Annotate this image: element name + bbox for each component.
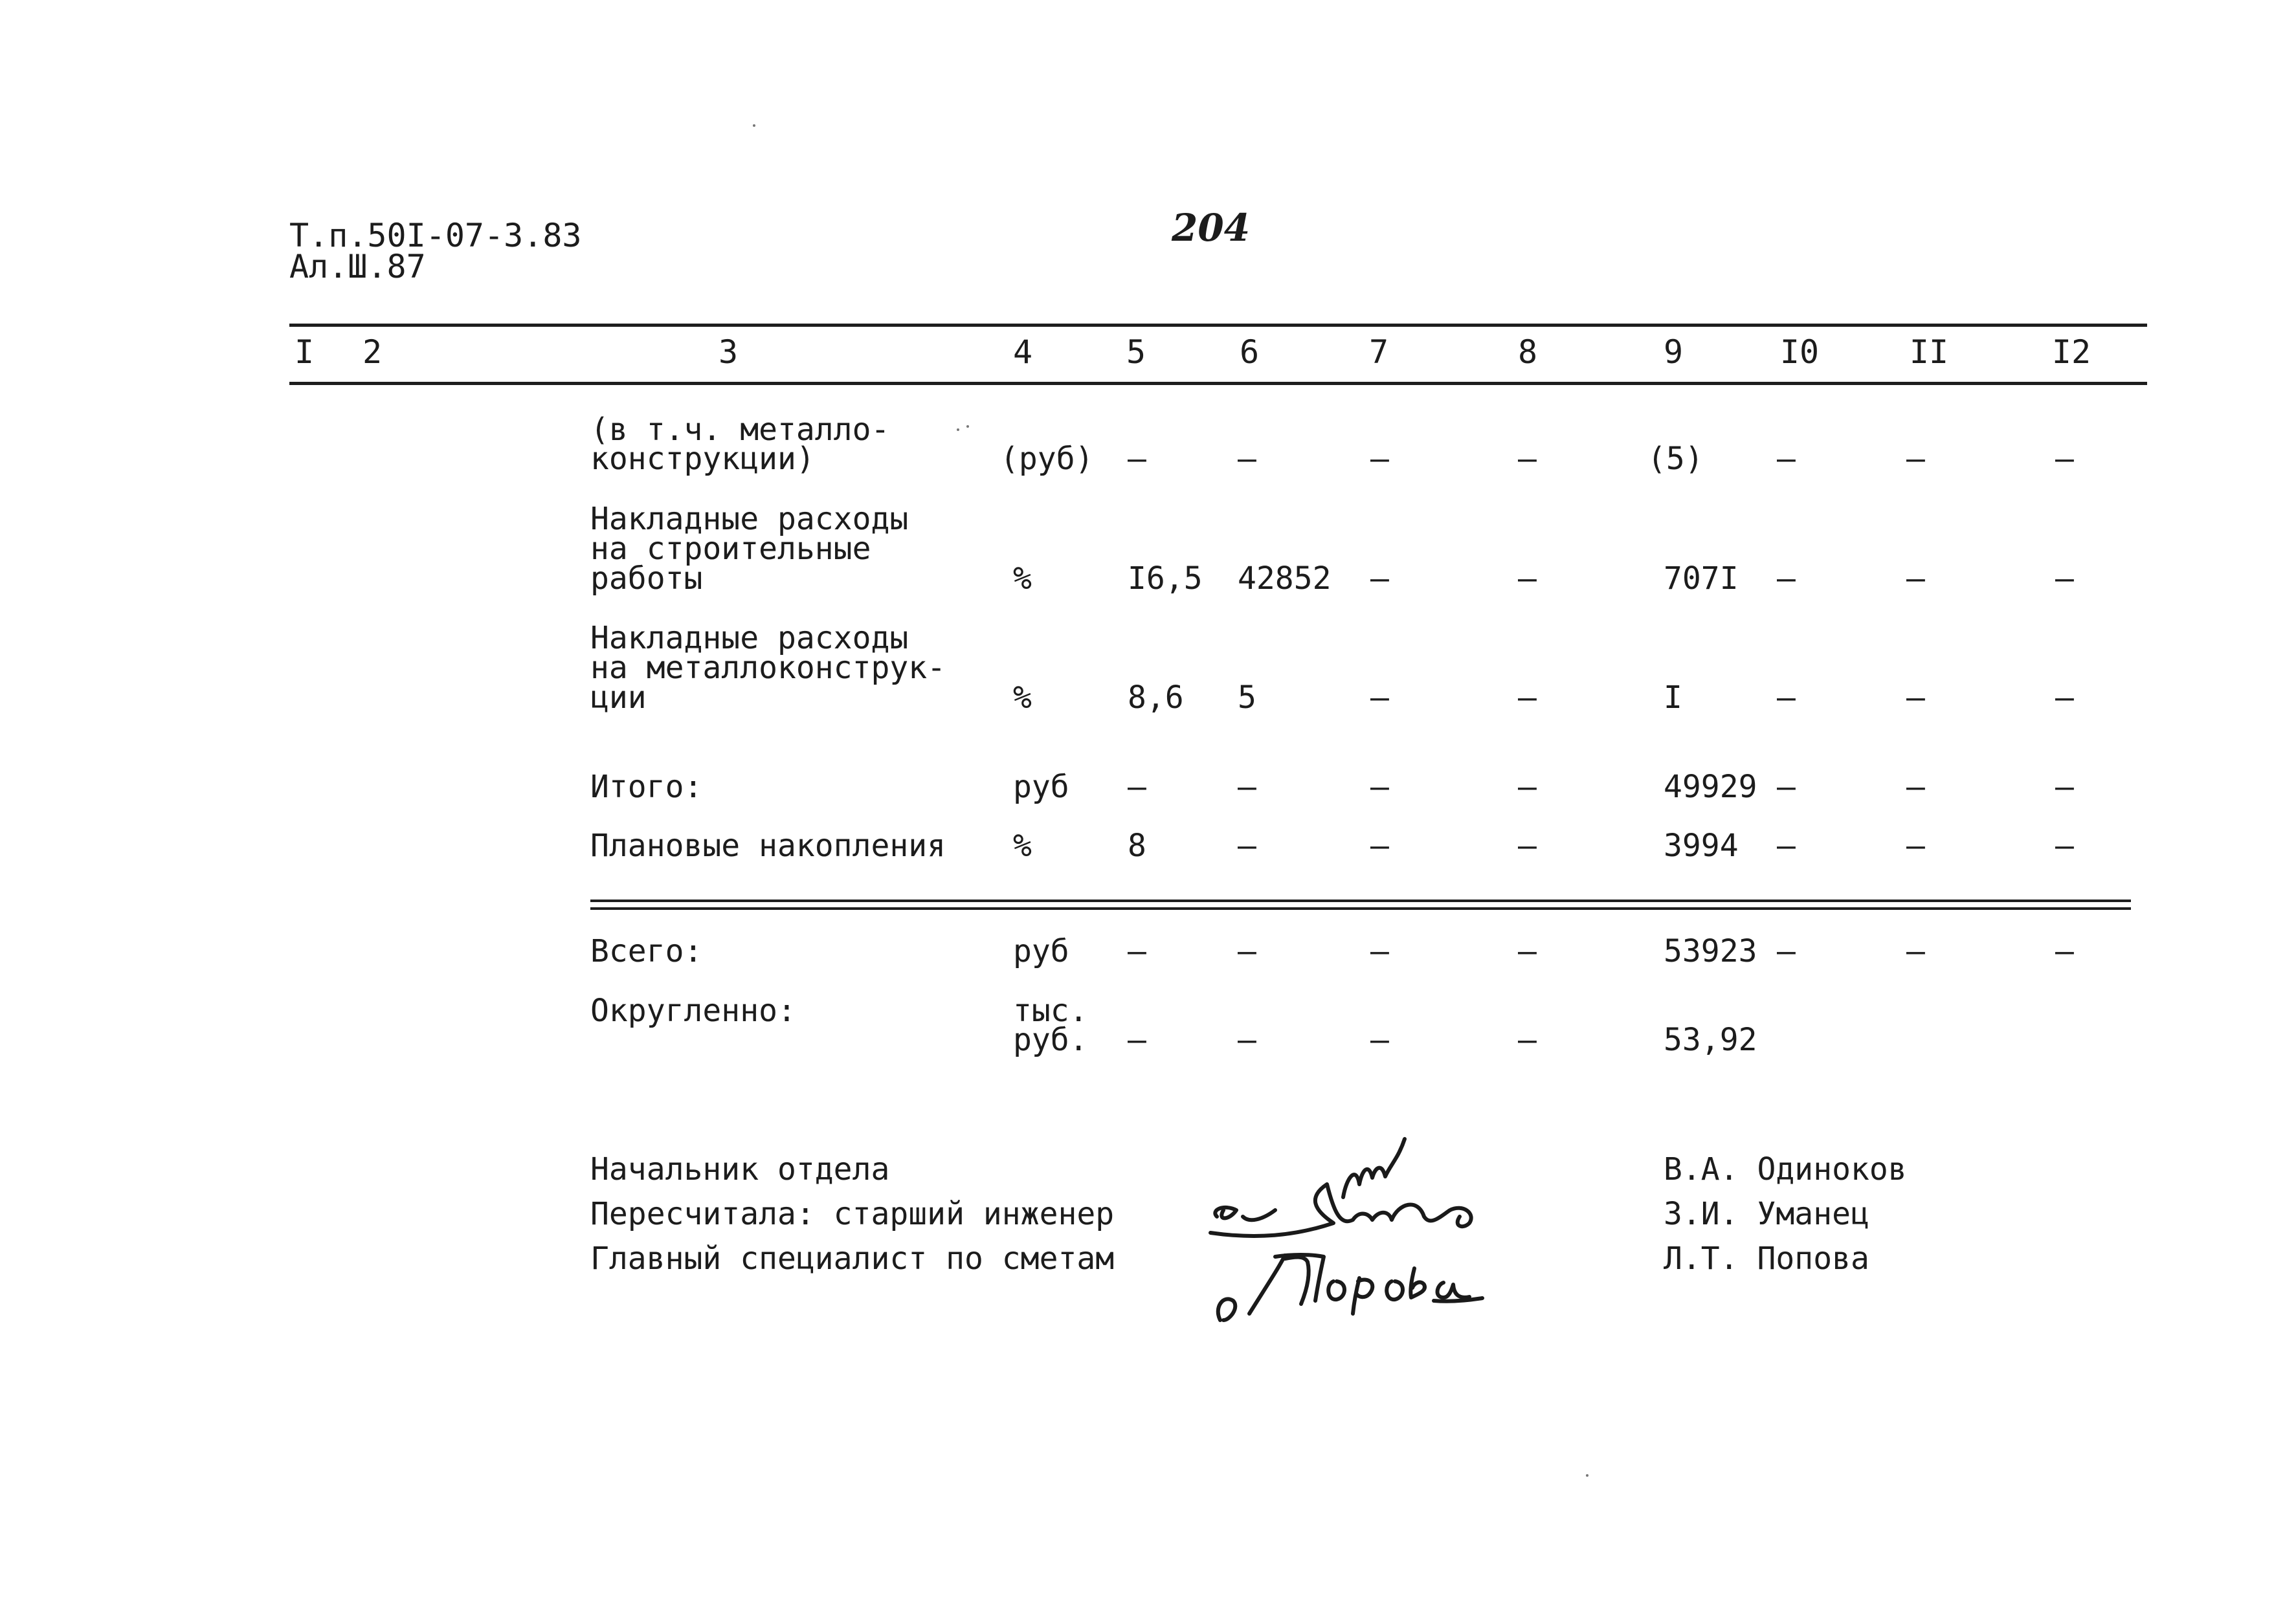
rounded-col5: –: [1128, 1022, 1146, 1058]
row-col11: –: [1906, 679, 1925, 716]
table-top-rule: [289, 324, 2147, 327]
signer-name: З.И. Уманец: [1664, 1196, 1869, 1232]
row-col12: –: [2055, 560, 2074, 597]
row-col10: –: [1777, 769, 1796, 805]
row-col8: –: [1518, 679, 1537, 716]
row-name-line: (в т.ч. металло-: [590, 412, 890, 448]
row-name-line: Итого:: [590, 769, 703, 805]
signer-name: В.А. Одиноков: [1664, 1151, 1907, 1187]
total-col7: –: [1370, 933, 1389, 969]
row-col8: –: [1518, 441, 1537, 477]
row-col5: 8: [1128, 828, 1146, 864]
col-num-12: I2: [2051, 333, 2091, 371]
page-number: 204: [1172, 206, 1251, 250]
total-name: Всего:: [590, 933, 703, 969]
row-col11: –: [1906, 441, 1925, 477]
row-col10: –: [1777, 560, 1796, 597]
row-col11: –: [1906, 828, 1925, 864]
total-rule-top: [590, 900, 2131, 902]
total-col12: –: [2055, 933, 2074, 969]
row-col8: –: [1518, 769, 1537, 805]
row-col12: –: [2055, 679, 2074, 716]
row-col10: –: [1777, 441, 1796, 477]
row-col12: –: [2055, 828, 2074, 864]
rounded-col6: –: [1238, 1022, 1256, 1058]
total-col5: –: [1128, 933, 1146, 969]
col-num-11: II: [1909, 333, 1949, 371]
row-col6: –: [1238, 828, 1256, 864]
total-col10: –: [1777, 933, 1796, 969]
row-col5: 8,6: [1128, 679, 1184, 716]
col-num-8: 8: [1517, 333, 1538, 371]
row-name-line: на строительные: [590, 531, 871, 567]
row-unit: %: [1013, 828, 1032, 864]
row-col5: –: [1128, 769, 1146, 805]
signer-role: Главный специалист по сметам: [590, 1241, 1115, 1277]
row-col9: (5): [1647, 441, 1704, 477]
total-col11: –: [1906, 933, 1925, 969]
rounded-unit-line2: руб.: [1013, 1022, 1088, 1058]
album-code: Ал.Ш.87: [289, 248, 426, 285]
total-col8: –: [1518, 933, 1537, 969]
signer-name: Л.Т. Попова: [1664, 1241, 1869, 1277]
row-col12: –: [2055, 769, 2074, 805]
col-num-6: 6: [1239, 333, 1260, 371]
col-num-3: 3: [718, 333, 739, 371]
total-unit: руб: [1013, 933, 1069, 969]
row-unit: руб: [1013, 769, 1069, 805]
row-unit: %: [1013, 560, 1032, 597]
col-num-5: 5: [1126, 333, 1146, 371]
row-col5: –: [1128, 441, 1146, 477]
header-bottom-rule: [289, 382, 2147, 385]
col-num-1: I: [294, 333, 315, 371]
row-col9: 49929: [1664, 769, 1757, 805]
row-col8: –: [1518, 560, 1537, 597]
col-num-4: 4: [1012, 333, 1033, 371]
row-col11: –: [1906, 769, 1925, 805]
row-col7: –: [1370, 560, 1389, 597]
rounded-col7: –: [1370, 1022, 1389, 1058]
row-col7: –: [1370, 828, 1389, 864]
col-num-9: 9: [1663, 333, 1684, 371]
row-col8: –: [1518, 828, 1537, 864]
row-col6: –: [1238, 441, 1256, 477]
col-num-7: 7: [1368, 333, 1389, 371]
rounded-col8: –: [1518, 1022, 1537, 1058]
row-col7: –: [1370, 679, 1389, 716]
row-col9: 3994: [1664, 828, 1739, 864]
row-col6: –: [1238, 769, 1256, 805]
row-col10: –: [1777, 679, 1796, 716]
row-name-line: Плановые накопления: [590, 828, 946, 864]
row-col9: I: [1664, 679, 1682, 716]
col-num-10: I0: [1779, 333, 1820, 371]
row-col7: –: [1370, 441, 1389, 477]
row-name-line: на металлоконструк-: [590, 650, 946, 686]
row-col10: –: [1777, 828, 1796, 864]
scan-speck: [1586, 1474, 1588, 1477]
row-col5: I6,5: [1128, 560, 1203, 597]
row-name-line: работы: [590, 560, 703, 597]
row-col6: 5: [1238, 679, 1256, 716]
rounded-name: Округленно:: [590, 993, 796, 1029]
row-col6: 42852: [1238, 560, 1332, 597]
row-unit: %: [1013, 679, 1032, 716]
scan-speck: [957, 428, 959, 431]
signer-role: Начальник отдела: [590, 1151, 890, 1187]
row-col11: –: [1906, 560, 1925, 597]
row-name-line: конструкции): [590, 441, 815, 477]
total-rule-bottom: [590, 907, 2131, 910]
scan-speck: [966, 425, 969, 428]
document-code: Т.п.50I-07-3.83: [289, 217, 582, 254]
total-col6: –: [1238, 933, 1256, 969]
row-name-line: Накладные расходы: [590, 620, 909, 656]
signer-role: Пересчитала: старший инженер: [590, 1196, 1115, 1232]
rounded-unit-line1: тыс.: [1013, 993, 1088, 1029]
row-name-line: Накладные расходы: [590, 501, 909, 537]
scan-speck: [753, 124, 755, 127]
row-col9: 707I: [1664, 560, 1739, 597]
row-unit: (руб): [1000, 441, 1094, 477]
rounded-col9: 53,92: [1664, 1022, 1757, 1058]
col-num-2: 2: [362, 333, 383, 371]
total-col9: 53923: [1664, 933, 1757, 969]
handwritten-signature: [1204, 1107, 1541, 1340]
row-col7: –: [1370, 769, 1389, 805]
row-col12: –: [2055, 441, 2074, 477]
row-name-line: ции: [590, 679, 647, 716]
